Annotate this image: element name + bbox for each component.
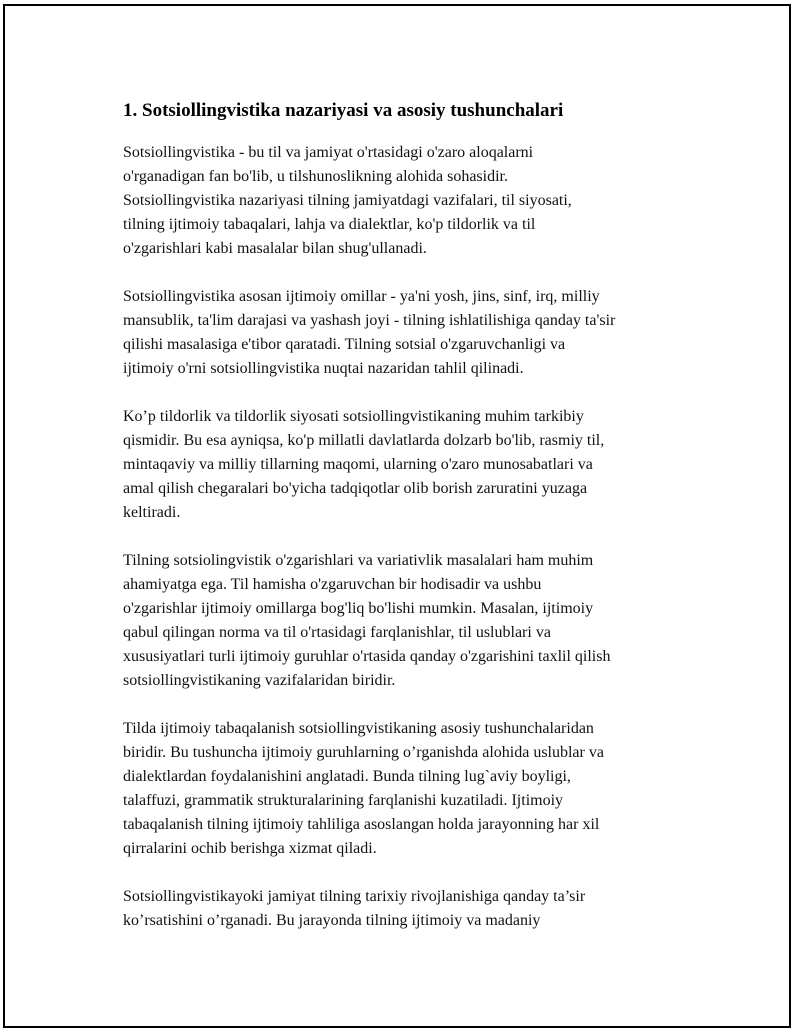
paragraphs-container bbox=[123, 141, 723, 933]
paragraph-line: Sotsiollingvistika asosan ijtimoiy omillar - ya'ni yosh, jins, sinf, irq, milliy bbox=[123, 288, 600, 305]
paragraph-line: ijtimoiy o'rni sotsiollingvistika nuqtai nazaridan tahlil qilinadi. bbox=[123, 360, 524, 377]
paragraph bbox=[123, 405, 723, 525]
document-body bbox=[123, 99, 723, 957]
paragraph-line: Sotsiollingvistikayoki jamiyat tilning tarixiy rivojlanishiga qanday ta’sir bbox=[123, 888, 586, 905]
paragraph-line: ahamiyatga ega. Til hamisha o'zgaruvchan bir hodisadir va ushbu bbox=[123, 576, 542, 593]
paragraph-line: dialektlardan foydalanishini anglatadi. Bunda tilning lug`aviy boyligi, bbox=[123, 768, 571, 785]
paragraph-line: qabul qilingan norma va til o'rtasidagi farqlanishlar, til uslublari va bbox=[123, 624, 551, 641]
paragraph-line: o'rganadigan fan bo'lib, u tilshunoslikning alohida sohasidir. bbox=[123, 168, 508, 185]
paragraph-line: tabaqalanish tilning ijtimoiy tahliliga asoslangan holda jarayonning har xil bbox=[123, 816, 600, 833]
paragraph-line: ko’rsatishini o’rganadi. Bu jarayonda tilning ijtimoiy va madaniy bbox=[123, 912, 541, 929]
paragraph bbox=[123, 285, 723, 381]
paragraph bbox=[123, 549, 723, 693]
paragraph-line: qilishi masalasiga e'tibor qaratadi. Tilning sotsial o'zgaruvchanligi va bbox=[123, 336, 566, 353]
paragraph-line: talaffuzi, grammatik strukturalarining farqlanishi kuzatiladi. Ijtimoiy bbox=[123, 792, 564, 809]
paragraph bbox=[123, 141, 723, 261]
paragraph-line: o'zgarishlari kabi masalalar bilan shug'ullanadi. bbox=[123, 240, 427, 257]
paragraph-line: o'zgarishlar ijtimoiy omillarga bog'liq bo'lishi mumkin. Masalan, ijtimoiy bbox=[123, 600, 594, 617]
paragraph-line: qismidir. Bu esa ayniqsa, ko'p millatli davlatlarda dolzarb bo'lib, rasmiy til, bbox=[123, 432, 605, 449]
section-heading: 1. Sotsiollingvistika nazariyasi va asosiy tushunchalari bbox=[123, 100, 564, 121]
paragraph-line: xususiyatlari turli ijtimoiy guruhlar o'rtasida qanday o'zgarishini taxlil qilish bbox=[123, 648, 611, 665]
paragraph-line: keltiradi. bbox=[123, 504, 181, 521]
paragraph-line: Tilda ijtimoiy tabaqalanish sotsiollingvistikaning asosiy tushunchalaridan bbox=[123, 720, 594, 737]
paragraph-line: qirralarini ochib berishga xizmat qiladi. bbox=[123, 840, 377, 857]
paragraph-line: amal qilish chegaralari bo'yicha tadqiqotlar olib borish zaruratini yuzaga bbox=[123, 480, 588, 497]
paragraph bbox=[123, 717, 723, 861]
paragraph-line: Sotsiollingvistika nazariyasi tilning jamiyatdagi vazifalari, til siyosati, bbox=[123, 192, 572, 209]
paragraph-line: Tilning sotsiolingvistik o'zgarishlari va variativlik masalalari ham muhim bbox=[123, 552, 594, 569]
paragraph-line: Sotsiollingvistika - bu til va jamiyat o'rtasidagi o'zaro aloqalarni bbox=[123, 144, 534, 161]
paragraph-line: Ko’p tildorlik va tildorlik siyosati sotsiollingvistikaning muhim tarkibiy bbox=[123, 408, 584, 425]
paragraph-line: biridir. Bu tushuncha ijtimoiy guruhlarning o’rganishda alohida uslublar va bbox=[123, 744, 604, 761]
page-frame bbox=[3, 4, 791, 1028]
paragraph-line: mansublik, ta'lim darajasi va yashash joyi - tilning ishlatilishiga qanday ta'sir bbox=[123, 312, 616, 329]
paragraph-line: sotsiollingvistikaning vazifalaridan biridir. bbox=[123, 672, 396, 689]
paragraph-line: tilning ijtimoiy tabaqalari, lahja va dialektlar, ko'p tildorlik va til bbox=[123, 216, 536, 233]
paragraph bbox=[123, 885, 723, 933]
paragraph-line: mintaqaviy va milliy tillarning maqomi, ularning o'zaro munosabatlari va bbox=[123, 456, 593, 473]
